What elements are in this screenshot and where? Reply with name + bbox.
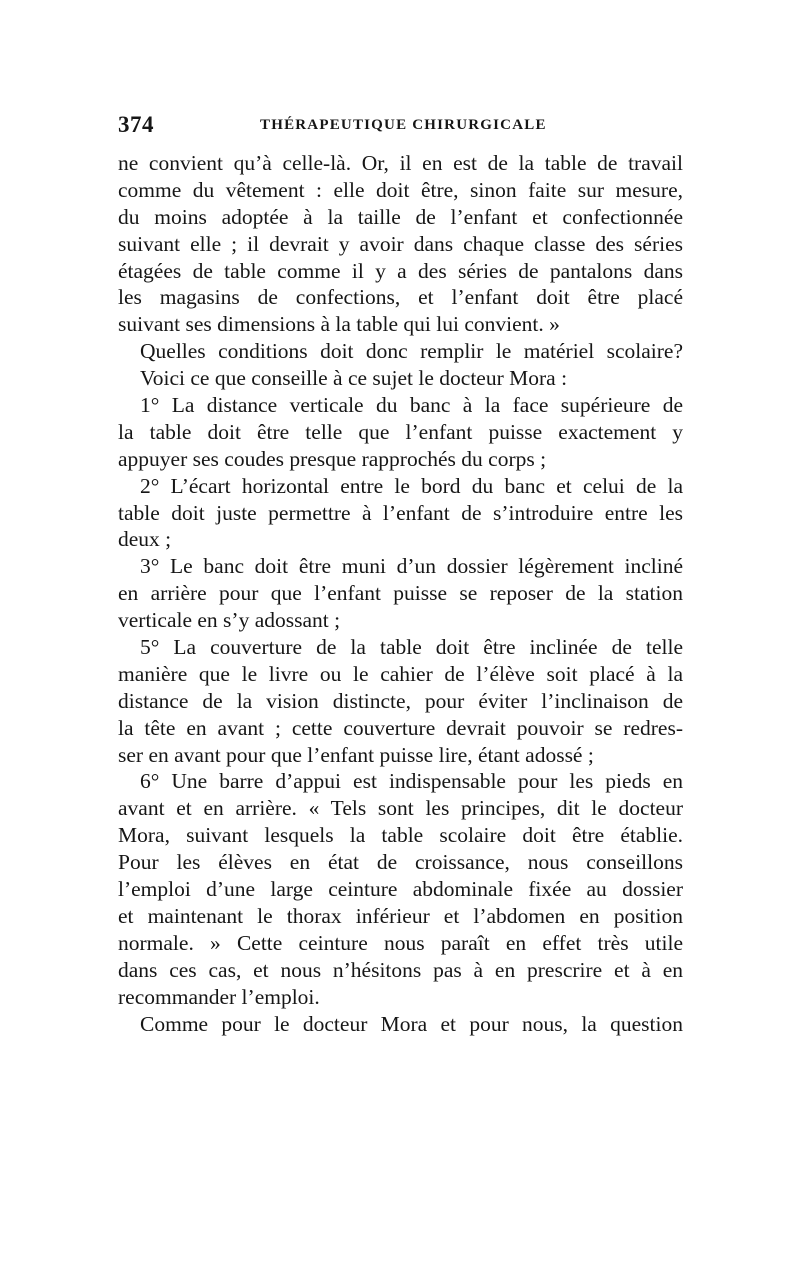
text-line: manière que le livre ou le cahier de l’élève soit placé à la: [118, 661, 683, 686]
text-line: comme du vêtement : elle doit être, sinon faite sur mesure,: [118, 177, 683, 202]
text-line: appuyer ses coudes presque rapprochés du corps ;: [118, 446, 547, 471]
text-line: distance de la vision distincte, pour éviter l’inclinaison de: [118, 688, 683, 713]
text-line: Mora, suivant lesquels la table scolaire doit être établie.: [118, 823, 683, 848]
text-line: 1° La distance verticale du banc à la face supérieure de: [140, 393, 683, 418]
text-line: ser en avant pour que l’enfant puisse lire, étant adossé ;: [118, 742, 594, 767]
text-line: la table doit être telle que l’enfant puisse exactement y: [118, 419, 683, 444]
text-line: Voici ce que conseille à ce sujet le docteur Mora :: [140, 366, 568, 391]
text-line: Comme pour le docteur Mora et pour nous, la question: [140, 1011, 683, 1036]
text-line: dans ces cas, et nous n’hésitons pas à en prescrire et à en: [118, 957, 683, 982]
text-line: suivant ses dimensions à la table qui lui convient. »: [118, 312, 560, 337]
text-line: Quelles conditions doit donc remplir le matériel scolaire?: [140, 339, 683, 364]
text-line: suivant elle ; il devrait y avoir dans chaque classe des séries: [118, 231, 683, 256]
text-line: du moins adoptée à la taille de l’enfant et confectionnée: [118, 204, 683, 229]
text-line: normale. » Cette ceinture nous paraît en effet très utile: [118, 930, 683, 955]
text-line: 6° Une barre d’appui est indispensable pour les pieds en: [140, 769, 683, 794]
text-line: 2° L’écart horizontal entre le bord du banc et celui de la: [140, 473, 683, 498]
running-head: [118, 112, 683, 142]
text-line: et maintenant le thorax inférieur et l’abdomen en position: [118, 903, 683, 928]
text-line: avant et en arrière. « Tels sont les principes, dit le docteur: [118, 796, 683, 821]
text-line: en arrière pour que l’enfant puisse se reposer de la station: [118, 581, 683, 606]
text-line: 5° La couverture de la table doit être inclinée de telle: [140, 635, 683, 660]
text-line: table doit juste permettre à l’enfant de s’introduire entre les: [118, 500, 683, 525]
text-line: l’emploi d’une large ceinture abdominale fixée au dossier: [118, 877, 683, 902]
text-line: ne convient qu’à celle-là. Or, il en est de la table de travail: [118, 151, 683, 175]
text-line: la tête en avant ; cette couverture devrait pouvoir se redres-: [118, 715, 683, 740]
text-line: 3° Le banc doit être muni d’un dossier légèrement incliné: [140, 554, 683, 579]
running-title: THÉRAPEUTIQUE CHIRURGICALE: [260, 117, 547, 133]
text-line: étagées de table comme il y a des séries de pantalons dans: [118, 258, 683, 283]
text-line: Pour les élèves en état de croissance, nous conseillons: [118, 850, 683, 875]
body-text: [118, 150, 683, 1037]
text-line: verticale en s’y adossant ;: [118, 608, 341, 633]
text-line: deux ;: [118, 527, 172, 552]
page-number: 374: [118, 112, 154, 137]
text-line: recommander l’emploi.: [118, 984, 320, 1009]
text-line: les magasins de confections, et l’enfant doit être placé: [118, 285, 683, 310]
